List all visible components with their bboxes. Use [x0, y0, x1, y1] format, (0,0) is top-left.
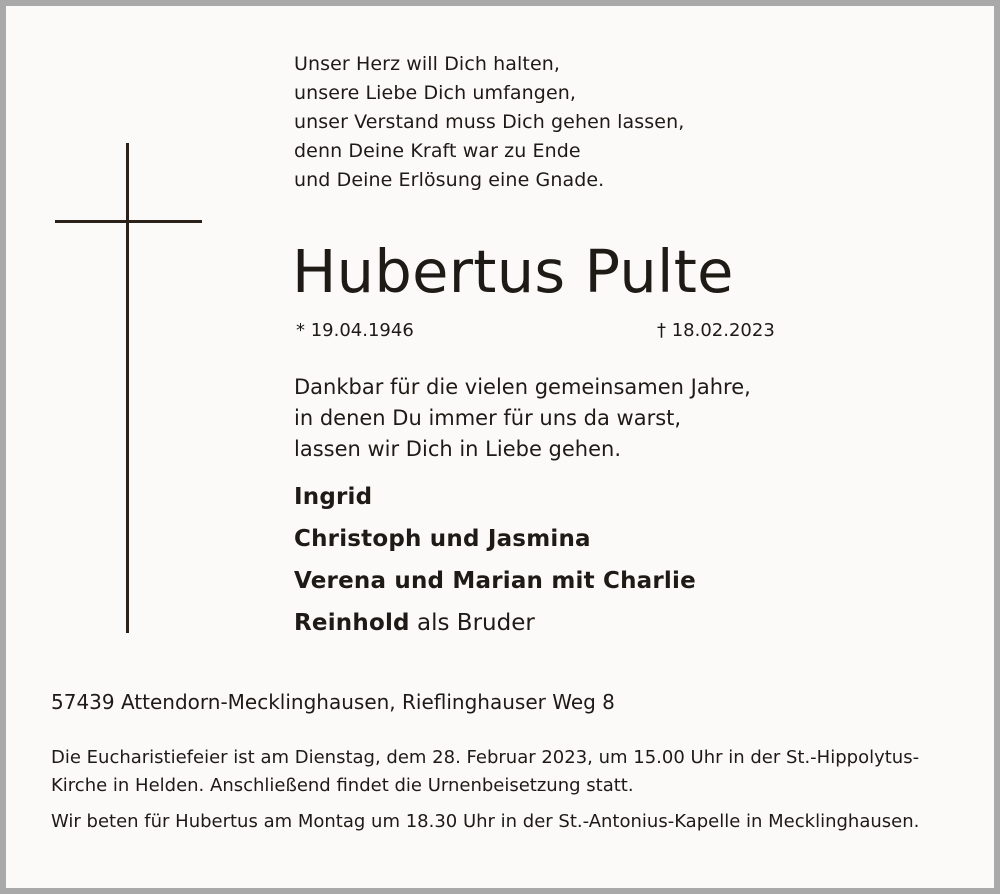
prayer-info: Wir beten für Hubertus am Montag um 18.30 Uhr in der St.-Antonius-Kapelle in Mecklinghausen. — [51, 811, 920, 832]
thanks-line: Dankbar für die vielen gemeinsamen Jahre, — [294, 375, 751, 399]
mourner-name: Reinhold — [294, 610, 410, 636]
service-info — [51, 744, 971, 836]
deceased-name: Hubertus Pulte — [292, 237, 734, 306]
poem-line: denn Deine Kraft war zu Ende — [294, 140, 581, 162]
mourner-relation: als Bruder — [409, 610, 535, 636]
mourner: Christoph und Jasmina — [294, 526, 591, 552]
mourner: Verena und Marian mit Charlie — [294, 568, 696, 594]
mourners-list — [294, 476, 696, 644]
birth-date: * 19.04.1946 — [296, 320, 414, 341]
thanks-text — [294, 372, 751, 465]
thanks-line: lassen wir Dich in Liebe gehen. — [294, 437, 622, 461]
death-date: † 18.02.2023 — [657, 320, 775, 341]
poem-line: unsere Liebe Dich umfangen, — [294, 82, 577, 104]
mourner — [294, 602, 696, 644]
mourner: Ingrid — [294, 484, 373, 510]
obituary-notice — [6, 6, 994, 888]
poem-line: unser Verstand muss Dich gehen lassen, — [294, 111, 685, 133]
poem — [294, 50, 684, 195]
family-address: 57439 Attendorn-Mecklinghausen, Rieflinghauser Weg 8 — [51, 690, 615, 714]
poem-line: Unser Herz will Dich halten, — [294, 53, 561, 75]
poem-line: und Deine Erlösung eine Gnade. — [294, 169, 605, 191]
thanks-line: in denen Du immer für uns da warst, — [294, 406, 682, 430]
mass-info: Die Eucharistiefeier ist am Dienstag, dem 28. Februar 2023, um 15.00 Uhr in der St.-Hippolytus-Kirche in Helden. Anschließend findet die Urnenbeisetzung statt. — [51, 747, 920, 796]
cross-horizontal-bar — [55, 220, 202, 223]
cross-vertical-bar — [126, 143, 129, 633]
